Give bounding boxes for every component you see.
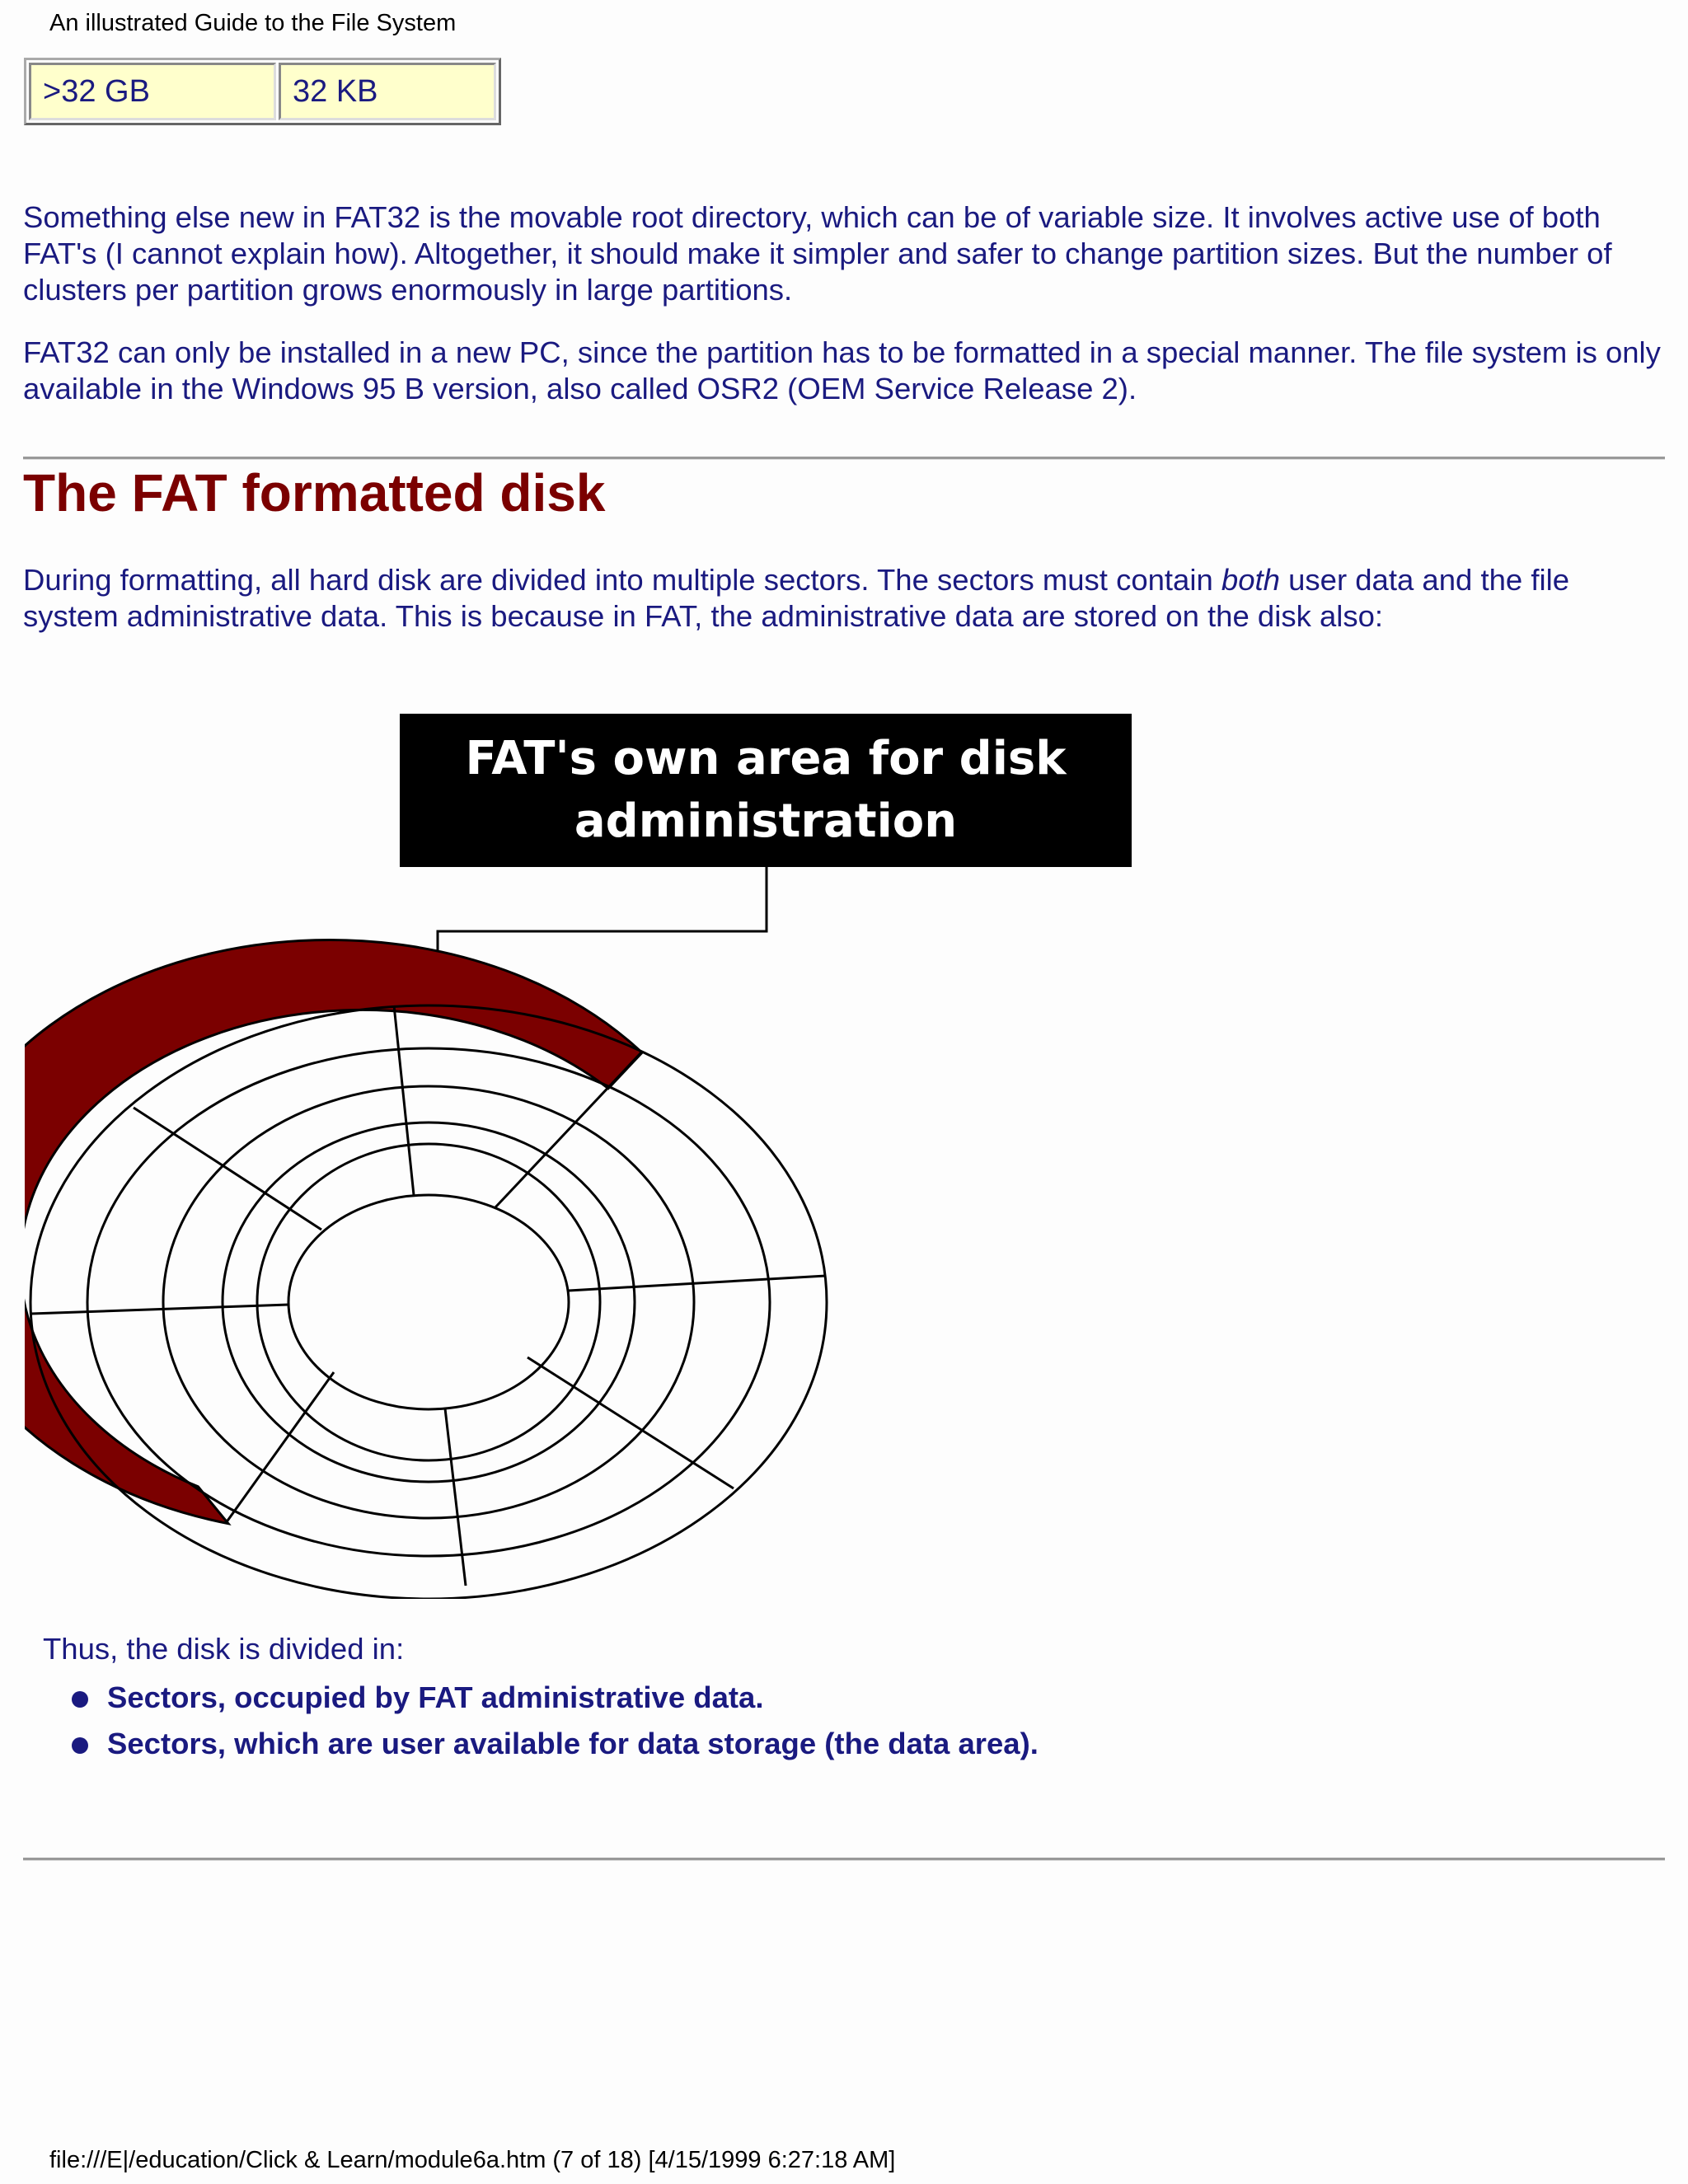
table-cell-partition-size: >32 GB [29,63,276,120]
paragraph-movable-root: Something else new in FAT32 is the movable root directory, which can be of variable size. It involves active use of both FAT's (I cannot explain how). Altogether, it should make it simpler and safer to change partition sizes. But the number of clusters per partition grows enormously in large partitions. [23,200,1612,307]
summary-list [66,1675,1039,1767]
sector-line [31,1305,288,1314]
sector-line [445,1408,466,1586]
fat-sector-band [25,940,642,1523]
track-3 [163,1086,694,1518]
horizontal-rule [23,1858,1665,1861]
list-item [66,1721,1039,1767]
print-header: An illustrated Guide to the File System [49,10,457,36]
list-item-text: Sectors, which are user available for data storage (the data area). [107,1727,1039,1760]
cluster-size-table [24,58,501,125]
print-footer: file:///E|/education/Click & Learn/module6a.htm (7 of 18) [4/15/1999 6:27:18 AM] [49,2147,896,2173]
track-5 [257,1144,600,1460]
paragraph-formatting [23,562,1665,635]
bullet-icon [72,1737,88,1754]
sector-line [495,1052,641,1208]
horizontal-rule [23,457,1665,460]
table-cell-cluster-size: 32 KB [279,63,496,120]
summary-intro: Thus, the disk is divided in: [43,1632,405,1666]
callout-text: FAT's own area for disk administration [465,732,1067,848]
track-outer [30,1005,827,1599]
sector-line [134,1108,321,1230]
list-item-text: Sectors, occupied by FAT administrative data. [107,1680,764,1714]
paragraph-fat32-install: FAT32 can only be installed in a new PC, since the partition has to be formatted in a special manner. The file system is only available in the Windows 95 B version, also called OSR2 (OEM Service Release 2). [23,335,1661,405]
section-heading: The FAT formatted disk [23,463,606,523]
emphasis-text: both [1221,563,1280,597]
track-4 [223,1122,635,1482]
paragraph-text: user data and the file system administrative data. This is because in FAT, the administrative data are stored on the disk also: [23,563,1569,633]
sector-line [226,1372,334,1523]
sector-line [528,1357,734,1488]
paragraph-text: During formatting, all hard disk are divided into multiple sectors. The sectors must contain [23,563,1221,597]
sector-line [394,1005,414,1195]
list-item [66,1675,1039,1721]
bullet-icon [72,1691,88,1708]
track-2 [87,1048,770,1556]
sector-line [569,1276,826,1291]
disk-diagram [25,709,849,1599]
table-row [29,63,496,120]
